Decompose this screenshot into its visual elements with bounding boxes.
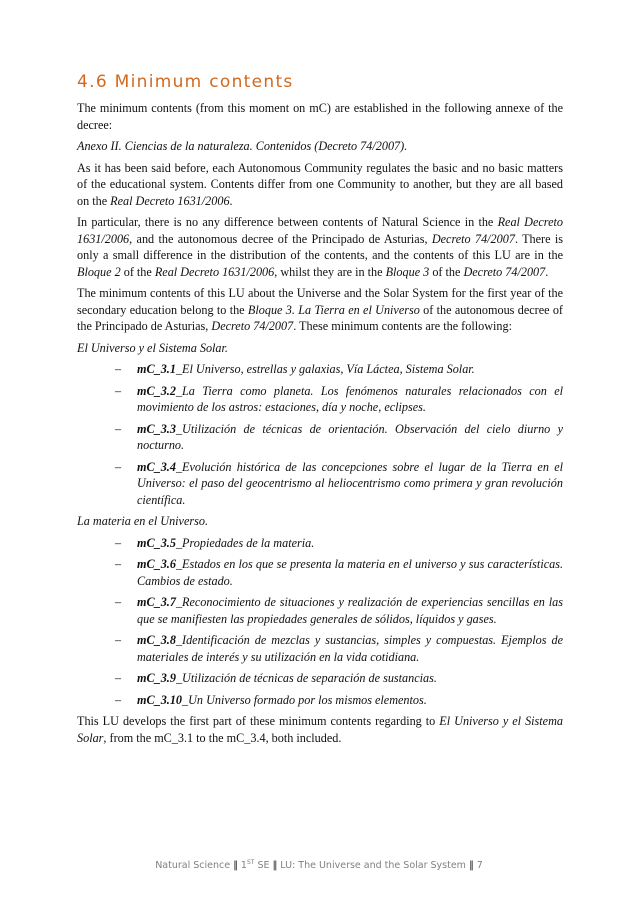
content-code: mC_3.4 bbox=[137, 459, 176, 474]
content-code: mC_3.10 bbox=[137, 692, 183, 707]
dash-bullet: – bbox=[115, 692, 122, 707]
intro-paragraph: The minimum contents (from this moment on mC) are established in the following annexe of the decree: bbox=[77, 101, 563, 132]
document-page bbox=[77, 72, 563, 751]
content-code: mC_3.8 bbox=[137, 633, 176, 647]
footer-separator: ‖ bbox=[272, 860, 278, 872]
dash-bullet: – bbox=[115, 595, 122, 609]
list-item: – mC_3.7_Reconocimiento de situaciones y realización de experiencias sencillas en las que se manifiesten las propiedades generales de sólidos, líquidos y gases. bbox=[115, 595, 563, 626]
dash-bullet: – bbox=[115, 557, 122, 571]
content-code: mC_3.1 bbox=[137, 362, 176, 376]
footer-stage: SE bbox=[254, 860, 270, 872]
content-code: mC_3.5 bbox=[137, 535, 176, 550]
list-item: – mC_3.5_Propiedades de la materia. bbox=[115, 535, 315, 550]
footer-year-suffix: ST bbox=[246, 859, 255, 866]
list-item: – mC_3.1_El Universo, estrellas y galaxias, Vía Láctea, Sistema Solar. bbox=[115, 362, 475, 376]
list-item: – mC_3.3_Utilización de técnicas de orientación. Observación del cielo diurno y nocturno. bbox=[115, 421, 563, 452]
dash-bullet: – bbox=[115, 671, 122, 685]
decree-reference: Real Decreto 1631/2006 bbox=[110, 193, 230, 208]
section-heading: 4.6 Minimum contents bbox=[77, 72, 294, 92]
content-code: mC_3.7 bbox=[137, 595, 176, 609]
page-footer bbox=[0, 859, 638, 871]
content-code: mC_3.3 bbox=[137, 421, 176, 436]
closing-paragraph: This LU develops the first part of these minimum contents regarding to El Universo y el Sistema Solar, from the mC_3.1 to the mC_3.4, both included. bbox=[77, 714, 563, 745]
dash-bullet: – bbox=[115, 383, 122, 398]
comparison-paragraph: In particular, there is no any difference between contents of Natural Science in the Real Decreto 1631/2006, and the autonomous decree of the Principado de Asturias, Decreto 74/2007. There is only a small difference in the distribution of the contents, and the contents of this LU are in the Bloque 2 of the Real Decreto 1631/2006, whilst they are in the Bloque 3 of the Decreto 74/2007. bbox=[77, 215, 563, 279]
list-item: – mC_3.10_Un Universo formado por los mismos elementos. bbox=[115, 692, 427, 707]
footer-separator: ‖ bbox=[468, 860, 474, 872]
page-number: 7 bbox=[473, 860, 483, 872]
footer-unit: LU: The Universe and the Solar System bbox=[277, 860, 469, 872]
footer-subject: Natural Science bbox=[155, 860, 231, 872]
content-code: mC_3.2 bbox=[137, 383, 176, 398]
minimum-contents-paragraph: The minimum contents of this LU about the Universe and the Solar System for the first year of the secondary education belong to the Bloque 3. La Tierra en el Universo of the autonomous decree of the Principado de Asturias, Decreto 74/2007. These minimum contents are the following: bbox=[77, 286, 563, 333]
group-title: La materia en el Universo. bbox=[77, 514, 208, 528]
content-code: mC_3.9 bbox=[137, 671, 176, 685]
dash-bullet: – bbox=[115, 535, 122, 550]
dash-bullet: – bbox=[115, 633, 122, 647]
list-item: – mC_3.9_Utilización de técnicas de separación de sustancias. bbox=[115, 671, 437, 685]
dash-bullet: – bbox=[115, 421, 122, 436]
list-item: – mC_3.8_Identificación de mezclas y sustancias, simples y compuestas. Ejemplos de materiales de interés y su utilización en la vida cotidiana. bbox=[115, 633, 563, 664]
content-code: mC_3.6 bbox=[137, 557, 176, 571]
list-item: – mC_3.2_La Tierra como planeta. Los fenómenos naturales relacionados con el movimiento de los astros: estaciones, día y noche, eclipses. bbox=[115, 383, 563, 414]
list-item: – mC_3.4_Evolución histórica de las concepciones sobre el lugar de la Tierra en el Universo: el paso del geocentrismo al heliocentrismo como primera y gran revolución científica. bbox=[115, 459, 563, 507]
footer-year: 1 bbox=[240, 860, 247, 872]
dash-bullet: – bbox=[115, 459, 122, 474]
annex-reference: Anexo II. Ciencias de la naturaleza. Contenidos (Decreto 74/2007). bbox=[77, 139, 408, 153]
contents-list bbox=[77, 535, 563, 709]
group-title: El Universo y el Sistema Solar. bbox=[77, 340, 228, 355]
list-item: – mC_3.6_Estados en los que se presenta la materia en el universo y sus características. Cambios de estado. bbox=[115, 557, 563, 588]
autonomous-community-paragraph: As it has been said before, each Autonomous Community regulates the basic and no basic matters of the educational system. Contents differ from one Community to another, but they are all based on the Real Decreto 1631/2006. bbox=[77, 160, 563, 208]
contents-list bbox=[77, 361, 563, 508]
footer-separator: ‖ bbox=[233, 860, 238, 872]
dash-bullet: – bbox=[115, 362, 122, 376]
